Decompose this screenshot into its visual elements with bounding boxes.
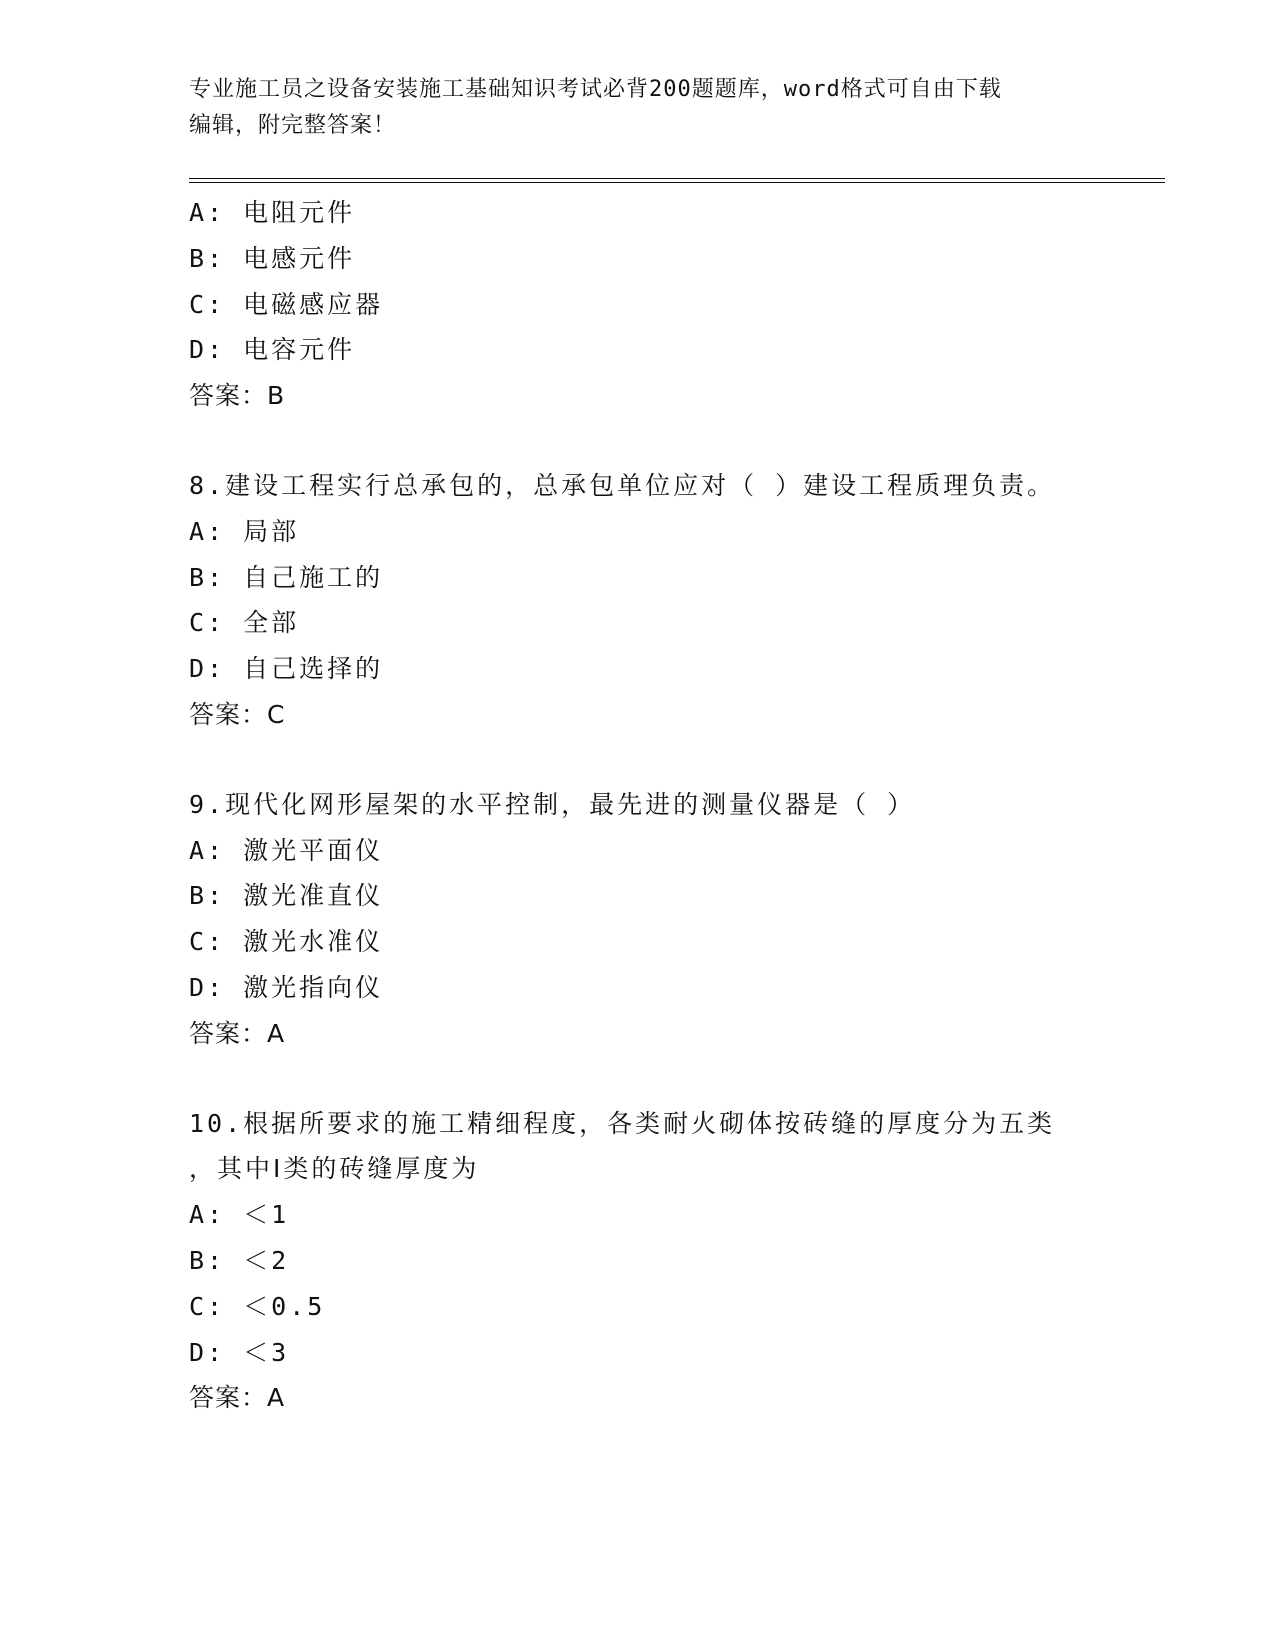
option-b: B: ＜2 xyxy=(189,1245,290,1275)
question-7 xyxy=(189,190,1119,419)
answer-line: 答案：A xyxy=(189,1383,286,1413)
question-stem: 8.建设工程实行总承包的，总承包单位应对（ ）建设工程质理负责。 xyxy=(189,470,1056,500)
option-d: D: 激光指向仪 xyxy=(189,972,384,1002)
answer-line: 答案：C xyxy=(189,699,286,729)
option-d: D: 电容元件 xyxy=(189,335,356,365)
header-title-line-2: 编辑，附完整答案！ xyxy=(189,113,397,138)
question-list xyxy=(189,190,1119,1421)
answer-line: 答案：A xyxy=(189,1018,286,1048)
option-c: C: ＜0.5 xyxy=(189,1291,326,1321)
option-d: D: 自己选择的 xyxy=(189,654,384,684)
option-c: C: 全部 xyxy=(189,608,300,638)
answer-line: 答案：B xyxy=(189,381,286,411)
option-a: A: ＜1 xyxy=(189,1200,290,1230)
question-stem-line-1: 10.根据所要求的施工精细程度，各类耐火砌体按砖缝的厚度分为五类 xyxy=(189,1108,1056,1138)
header-divider xyxy=(189,178,1165,183)
question-stem-line-2: ，其中Ⅰ类的砖缝厚度为 xyxy=(189,1154,480,1184)
option-a: A: 局部 xyxy=(189,516,300,546)
option-b: B: 电感元件 xyxy=(189,243,356,273)
question-9 xyxy=(189,782,1119,1057)
option-b: B: 激光准直仪 xyxy=(189,881,384,911)
option-c: C: 电磁感应器 xyxy=(189,289,384,319)
question-10 xyxy=(189,1101,1119,1422)
option-d: D: ＜3 xyxy=(189,1337,290,1367)
header-title-line-1: 专业施工员之设备安装施工基础知识考试必背200题题库，word格式可自由下载 xyxy=(189,77,1002,102)
question-8 xyxy=(189,463,1119,738)
option-c: C: 激光水准仪 xyxy=(189,927,384,957)
option-a: A: 电阻元件 xyxy=(189,198,356,227)
option-a: A: 激光平面仪 xyxy=(189,835,384,865)
document-header xyxy=(189,72,1089,144)
question-stem: 9.现代化网形屋架的水平控制，最先进的测量仪器是（ ） xyxy=(189,789,916,819)
option-b: B: 自己施工的 xyxy=(189,562,384,592)
